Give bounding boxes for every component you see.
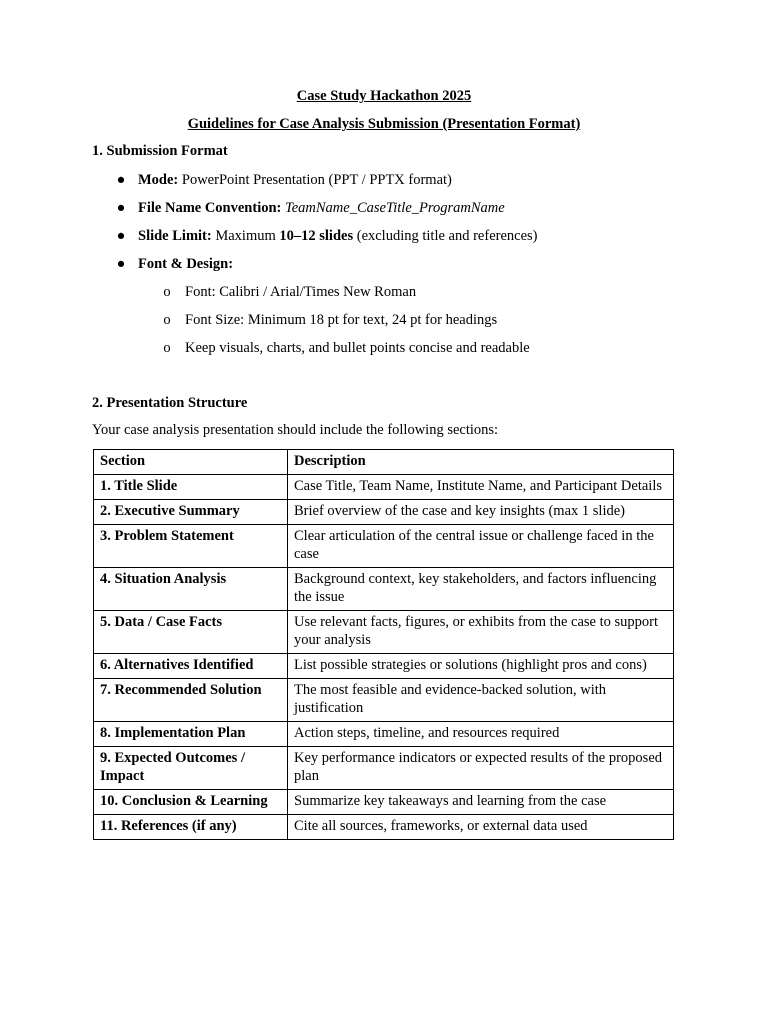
bullet-bold-value: 10–12 slides <box>279 228 354 244</box>
document-subtitle: Guidelines for Case Analysis Submission (Presentation Format) <box>187 116 581 132</box>
section-cell: 3. Problem Statement <box>94 525 288 568</box>
bullet-text <box>138 256 233 273</box>
description-cell: Action steps, timeline, and resources required <box>288 722 674 747</box>
section-cell: 8. Implementation Plan <box>94 722 288 747</box>
sub-bullet-circle-icon: o <box>163 340 171 356</box>
table-row <box>94 790 674 815</box>
bullet-dot-icon: ● <box>116 200 126 216</box>
section-cell: 2. Executive Summary <box>94 500 288 525</box>
table-row <box>94 679 674 722</box>
section-cell: 4. Situation Analysis <box>94 568 288 611</box>
description-cell: Use relevant facts, figures, or exhibits from the case to support your analysis <box>288 611 674 654</box>
table-row <box>94 611 674 654</box>
section-cell: 11. References (if any) <box>94 815 288 840</box>
table-row <box>94 475 674 500</box>
description-cell: Key performance indicators or expected results of the proposed plan <box>288 747 674 790</box>
description-cell: Cite all sources, frameworks, or external data used <box>288 815 674 840</box>
bullet-label: File Name Convention: <box>138 200 282 216</box>
table-header-row <box>94 450 674 475</box>
section-cell: 10. Conclusion & Learning <box>94 790 288 815</box>
bullet-dot-icon: ● <box>116 172 126 188</box>
bullet-dot-icon: ● <box>116 256 126 272</box>
sub-bullet-circle-icon: o <box>163 284 171 300</box>
column-header-section: Section <box>94 450 288 475</box>
presentation-structure-table <box>93 449 674 840</box>
description-cell: The most feasible and evidence-backed solution, with justification <box>288 679 674 722</box>
section-cell: 7. Recommended Solution <box>94 679 288 722</box>
description-cell: Case Title, Team Name, Institute Name, and Participant Details <box>288 475 674 500</box>
section-cell: 1. Title Slide <box>94 475 288 500</box>
section-cell: 6. Alternatives Identified <box>94 654 288 679</box>
bullet-text <box>138 172 452 189</box>
table-row <box>94 568 674 611</box>
table-row <box>94 654 674 679</box>
bullet-value: PowerPoint Presentation (PPT / PPTX format) <box>178 172 452 188</box>
sub-bullet-circle-icon: o <box>163 312 171 328</box>
bullet-label: Mode: <box>138 172 179 188</box>
sub-bullet-text: Font: Calibri / Arial/Times New Roman <box>185 284 417 300</box>
sub-bullet-text: Font Size: Minimum 18 pt for text, 24 pt for headings <box>185 312 498 328</box>
intro-paragraph: Your case analysis presentation should include the following sections: <box>92 422 499 438</box>
bullet-value: TeamName_CaseTitle_ProgramName <box>281 200 505 216</box>
bullet-label: Slide Limit: <box>138 228 212 244</box>
bullet-value: Maximum <box>211 228 280 244</box>
section-cell: 5. Data / Case Facts <box>94 611 288 654</box>
table-row <box>94 722 674 747</box>
section-heading-presentation-structure: 2. Presentation Structure <box>92 395 248 411</box>
bullet-text <box>138 200 505 217</box>
document-title: Case Study Hackathon 2025 <box>296 88 472 104</box>
bullet-label: Font & Design: <box>138 256 234 272</box>
description-cell: Clear articulation of the central issue or challenge faced in the case <box>288 525 674 568</box>
description-cell: Summarize key takeaways and learning from the case <box>288 790 674 815</box>
description-cell: List possible strategies or solutions (highlight pros and cons) <box>288 654 674 679</box>
table-row <box>94 500 674 525</box>
bullet-text <box>138 228 538 245</box>
section-heading-submission-format: 1. Submission Format <box>92 143 228 159</box>
table-row <box>94 525 674 568</box>
column-header-description: Description <box>288 450 674 475</box>
bullet-dot-icon: ● <box>116 228 126 244</box>
sub-bullet-text: Keep visuals, charts, and bullet points concise and readable <box>185 340 530 356</box>
section-cell: 9. Expected Outcomes / Impact <box>94 747 288 790</box>
table-row <box>94 815 674 840</box>
description-cell: Background context, key stakeholders, and factors influencing the issue <box>288 568 674 611</box>
description-cell: Brief overview of the case and key insights (max 1 slide) <box>288 500 674 525</box>
table-row <box>94 747 674 790</box>
bullet-value-after: (excluding title and references) <box>353 228 538 244</box>
